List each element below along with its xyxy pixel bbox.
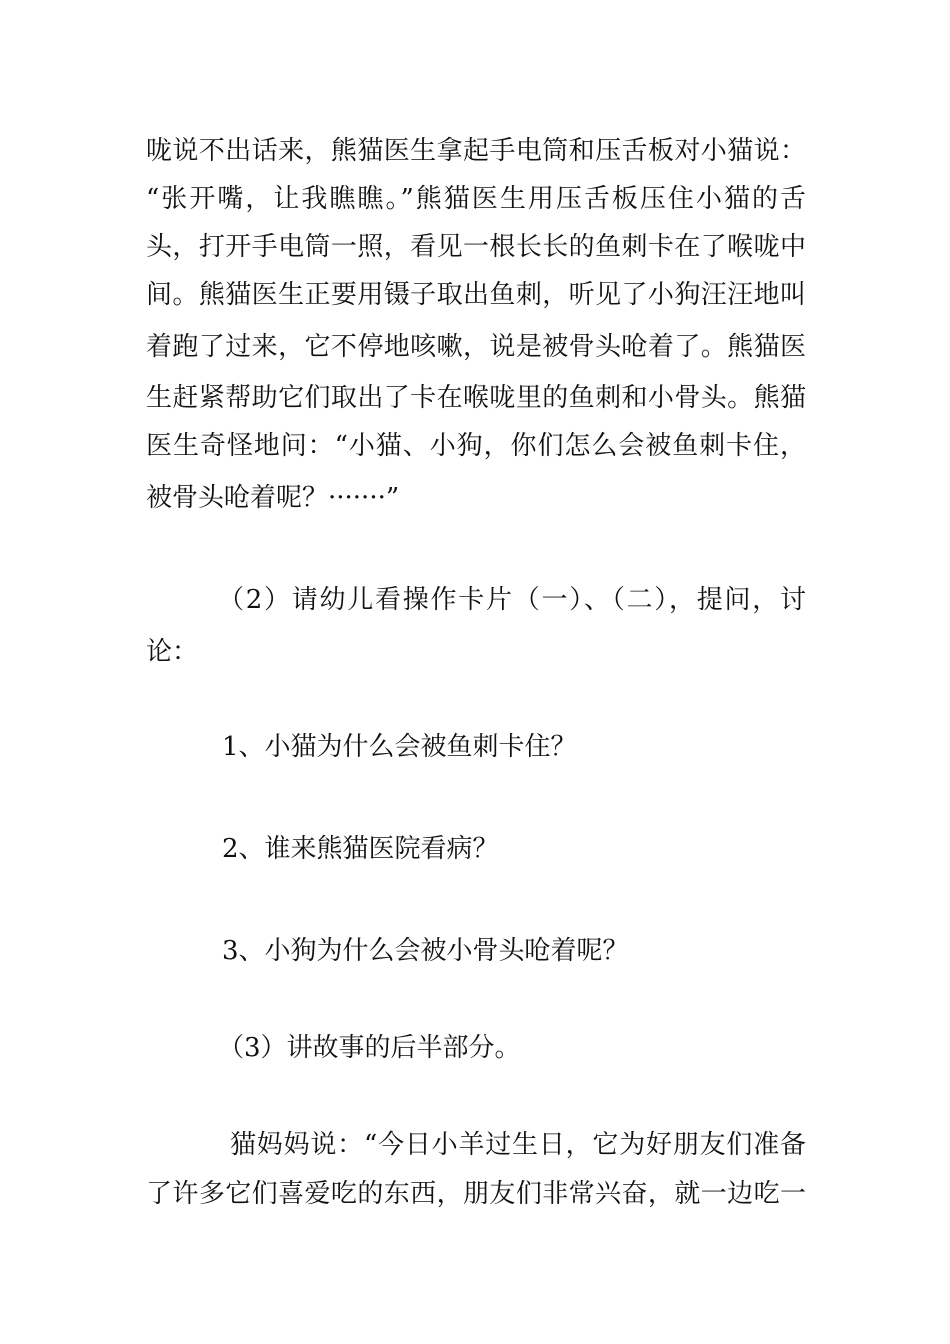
story-line-4: 间。熊猫医生正要用镊子取出鱼刺，听见了小狗汪汪地叫 (146, 280, 806, 310)
story-line-6: 生赶紧帮助它们取出了卡在喉咙里的鱼刺和小骨头。熊猫 (146, 383, 806, 413)
question-1: 1、小猫为什么会被鱼刺卡住？ (222, 732, 577, 762)
step2-line-2: 论： (146, 637, 199, 667)
question-2: 2、谁来熊猫医院看病？ (222, 834, 499, 864)
step3-heading: （3）讲故事的后半部分。 (218, 1033, 521, 1063)
story-line-2: “张开嘴，让我瞧瞧。”熊猫医生用压舌板压住小猫的舌 (146, 184, 806, 214)
question-3: 3、小狗为什么会被小骨头呛着呢？ (222, 936, 629, 966)
story-line-1: 咙说不出话来，熊猫医生拿起手电筒和压舌板对小猫说： (146, 136, 806, 166)
story2-line-1: 猫妈妈说：“今日小羊过生日，它为好朋友们准备 (230, 1130, 806, 1160)
story-line-3: 头，打开手电筒一照，看见一根长长的鱼刺卡在了喉咙中 (146, 232, 806, 262)
story-line-5: 着跑了过来，它不停地咳嗽，说是被骨头呛着了。熊猫医 (146, 332, 806, 362)
step2-line-1: （2）请幼儿看操作卡片（一）、（二），提问，讨 (218, 585, 806, 615)
story-line-8: 被骨头呛着呢？·······” (146, 483, 400, 513)
story-line-7: 医生奇怪地问：“小猫、小狗，你们怎么会被鱼刺卡住， (146, 431, 806, 461)
story2-line-2: 了许多它们喜爱吃的东西，朋友们非常兴奋，就一边吃一 (146, 1179, 806, 1209)
